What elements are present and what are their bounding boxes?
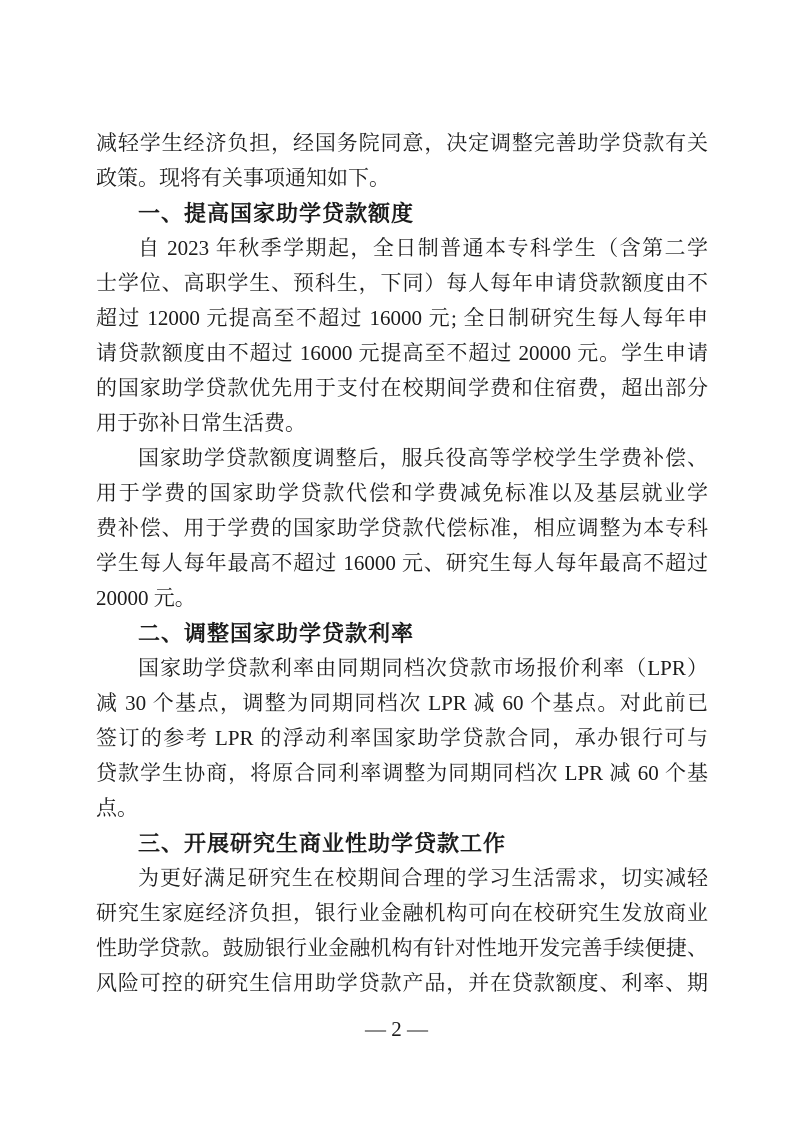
text-line: 签订的参考 LPR 的浮动利率国家助学贷款合同，承办银行可与	[96, 726, 708, 750]
text-line: 性助学贷款。鼓励银行业金融机构有针对性地开发完善手续便捷、	[96, 936, 708, 960]
text-line: 研究生家庭经济负担，银行业金融机构可向在校研究生发放商业	[96, 901, 708, 925]
text-line: 费补偿、用于学费的国家助学贷款代偿标准，相应调整为本专科	[96, 516, 708, 540]
text-line: 风险可控的研究生信用助学贷款产品，并在贷款额度、利率、期	[96, 971, 708, 995]
section-heading: 二、调整国家助学贷款利率	[138, 621, 415, 646]
text-line: 用于弥补日常生活费。	[96, 411, 306, 435]
text-line: 用于学费的国家助学贷款代偿和学费减免标准以及基层就业学	[96, 481, 708, 505]
text-line: 20000 元。	[96, 586, 196, 610]
page-number: — 2 —	[365, 1017, 428, 1041]
text-line: 政策。现将有关事项通知如下。	[96, 166, 390, 190]
text-line: 减轻学生经济负担，经国务院同意，决定调整完善助学贷款有关	[96, 131, 708, 155]
text-line: 为更好满足研究生在校期间合理的学习生活需求，切实减轻	[138, 866, 708, 890]
text-line: 的国家助学贷款优先用于支付在校期间学费和住宿费，超出部分	[96, 376, 708, 400]
text-line: 国家助学贷款额度调整后，服兵役高等学校学生学费补偿、	[138, 446, 708, 470]
text-line: 学生每人每年最高不超过 16000 元、研究生每人每年最高不超过	[96, 551, 708, 575]
text-line: 士学位、高职学生、预科生，下同）每人每年申请贷款额度由不	[96, 271, 708, 295]
document-body	[96, 126, 708, 1001]
text-line: 贷款学生协商，将原合同利率调整为同期同档次 LPR 减 60 个基	[96, 761, 708, 785]
section-heading: 一、提高国家助学贷款额度	[138, 201, 415, 226]
section-heading: 三、开展研究生商业性助学贷款工作	[138, 831, 507, 856]
text-line: 减 30 个基点，调整为同期同档次 LPR 减 60 个基点。对此前已	[96, 691, 708, 715]
text-line: 请贷款额度由不超过 16000 元提高至不超过 20000 元。学生申请	[96, 341, 708, 365]
text-line: 点。	[96, 796, 138, 820]
text-line: 国家助学贷款利率由同期同档次贷款市场报价利率（LPR）	[138, 656, 708, 680]
text-line: 自 2023 年秋季学期起，全日制普通本专科学生（含第二学	[138, 236, 708, 260]
text-line: 超过 12000 元提高至不超过 16000 元; 全日制研究生每人每年申	[96, 306, 708, 330]
